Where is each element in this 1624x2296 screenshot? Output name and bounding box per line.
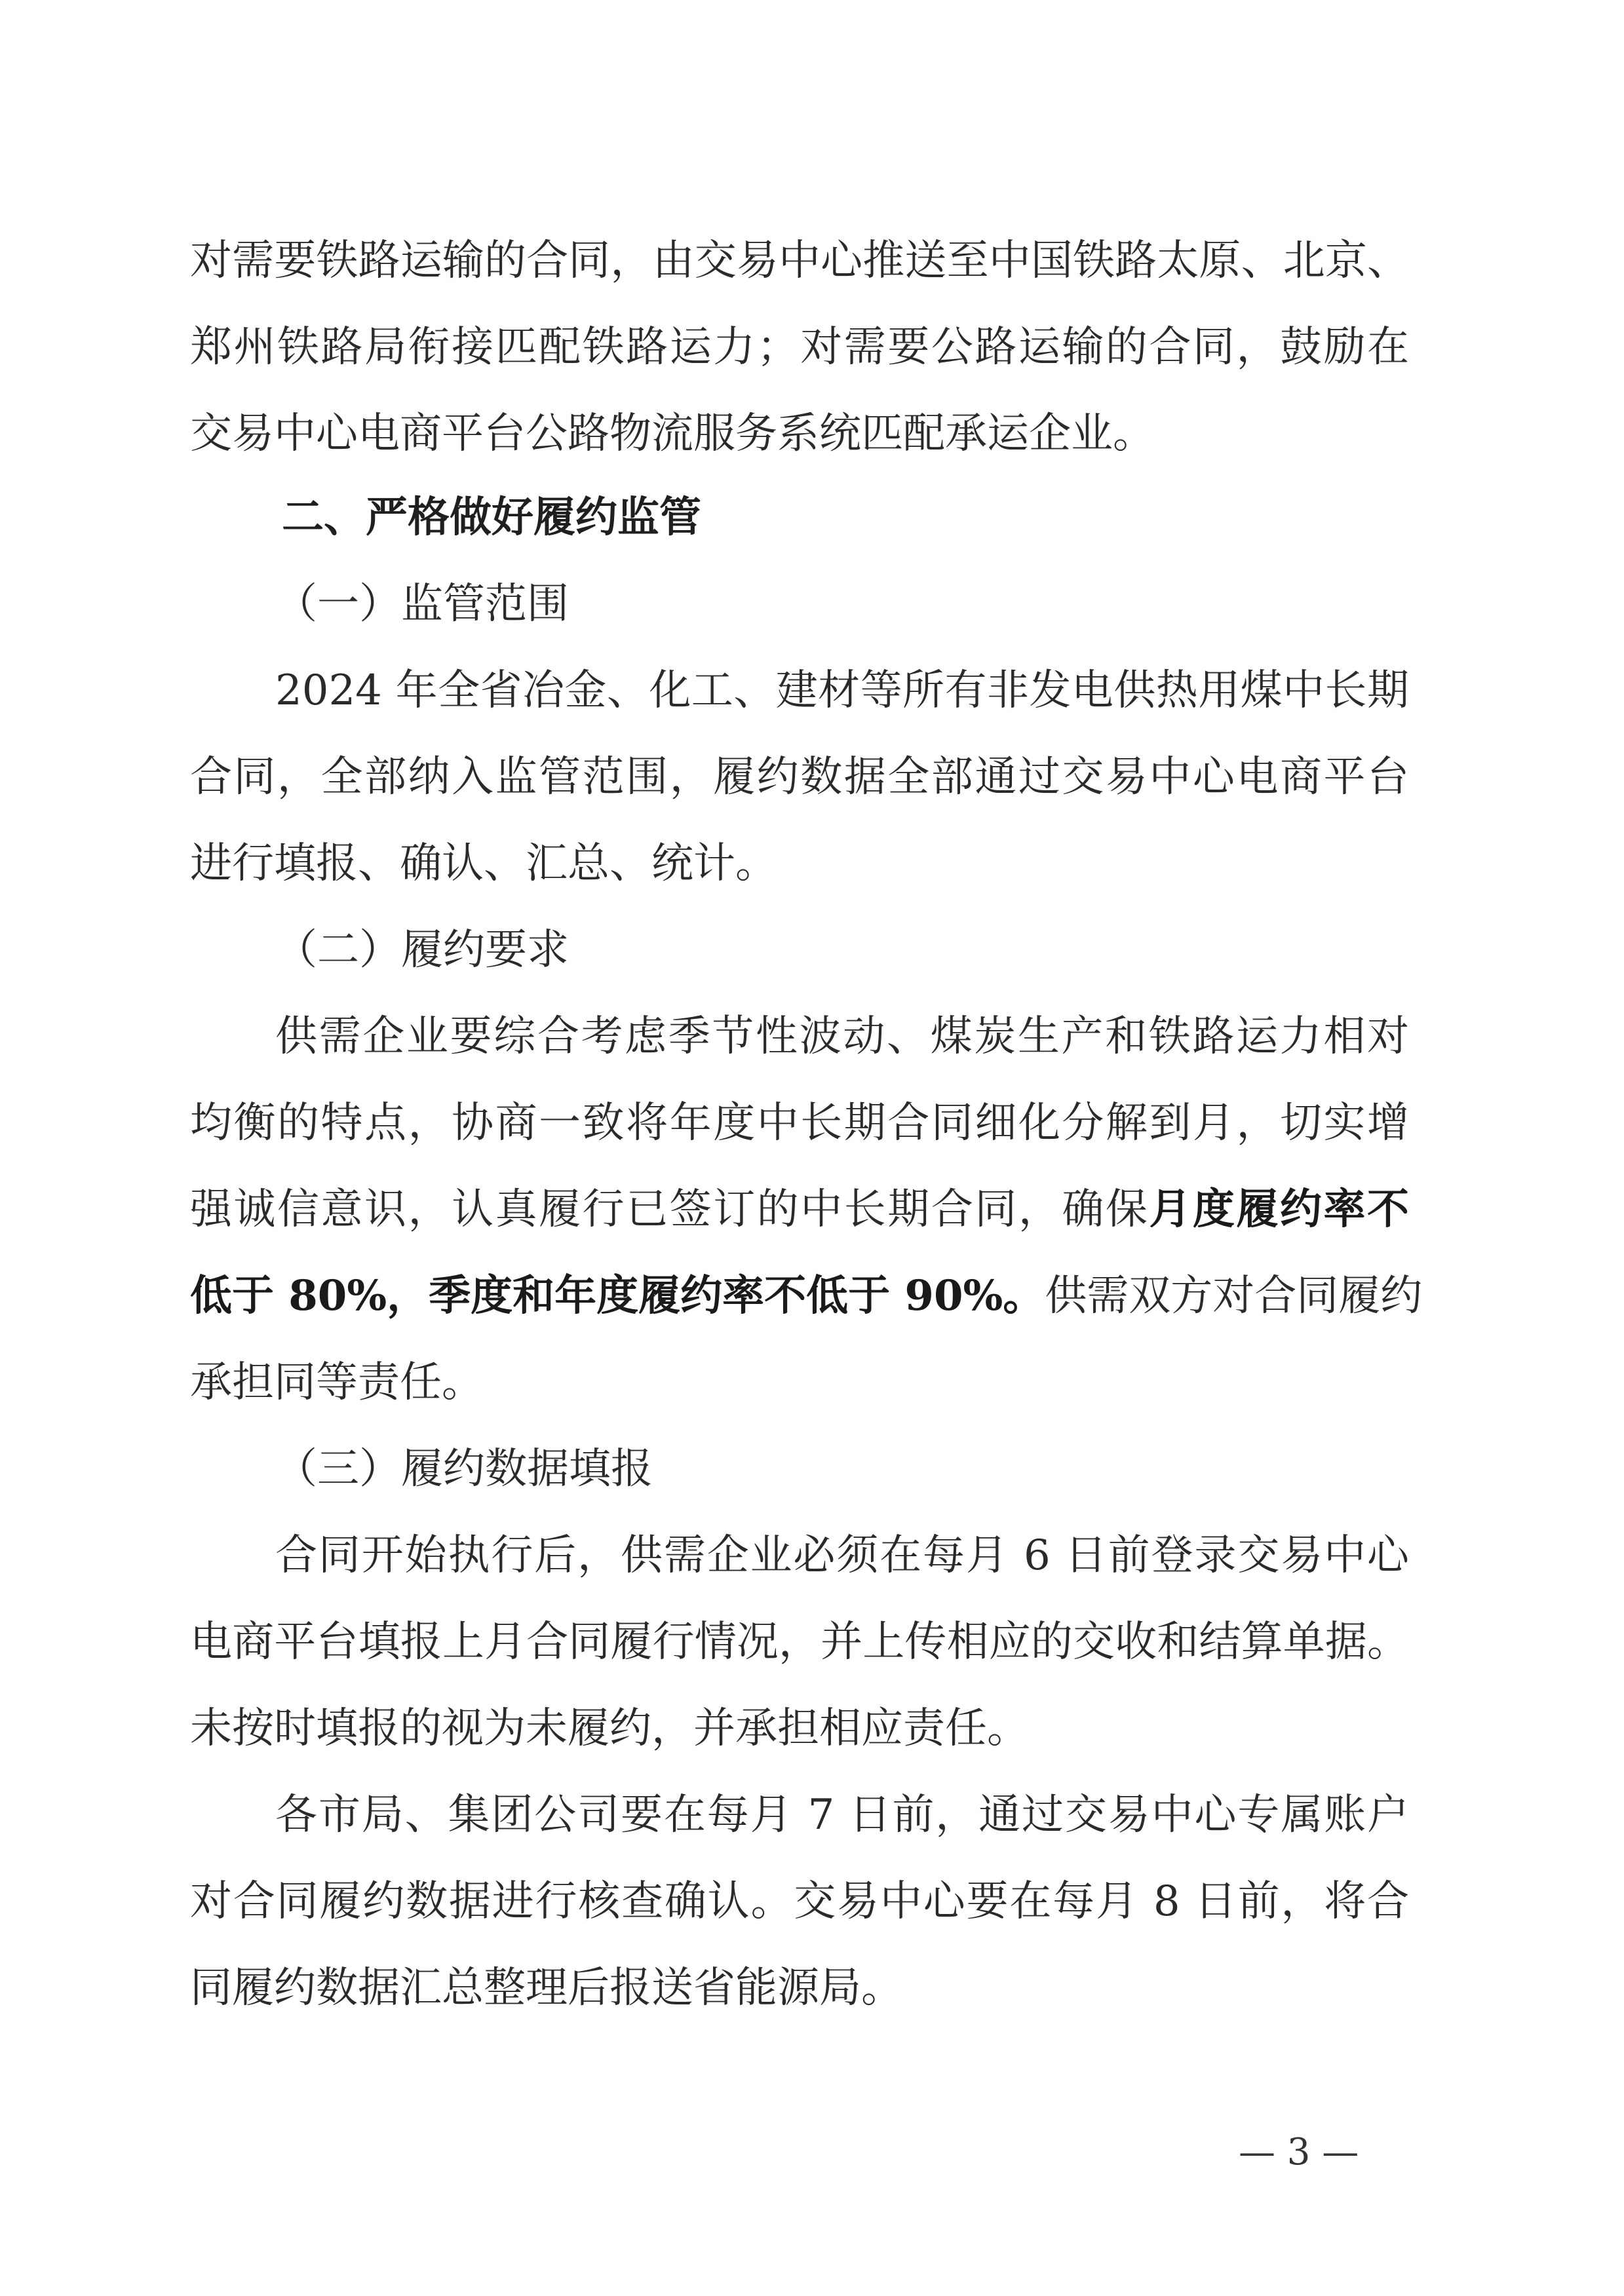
page-number: — 3 — <box>1239 2131 1359 2173</box>
paragraph-line: 各市局、集团公司要在每月 7 日前，通过交易中心专属账户 <box>275 1791 1409 1839</box>
paragraph-line: 合同，全部纳入监管范围，履约数据全部通过交易中心电商平台 <box>190 753 1409 801</box>
paragraph-line: 合同开始执行后，供需企业必须在每月 6 日前登录交易中心 <box>275 1531 1409 1580</box>
paragraph-line: 同履约数据汇总整理后报送省能源局。 <box>190 1964 903 2012</box>
text-bold: 低于 80%，季度和年度履约率不低于 90%。 <box>190 1271 1045 1320</box>
paragraph-line: 供需企业要综合考虑季节性波动、煤炭生产和铁路运力相对 <box>275 1012 1409 1061</box>
paragraph-line: 均衡的特点，协商一致将年度中长期合同细化分解到月，切实增 <box>190 1099 1409 1147</box>
text-bold: 月度履约率不 <box>1149 1185 1409 1234</box>
paragraph-line: 对需要铁路运输的合同，由交易中心推送至中国铁路太原、北京、 <box>190 237 1409 285</box>
section-heading: 二、严格做好履约监管 <box>282 493 701 542</box>
text-normal: 强诚信意识，认真履行已签订的中长期合同，确保 <box>190 1185 1150 1234</box>
paragraph-line <box>190 1183 1409 1236</box>
paragraph-line: 郑州铁路局衔接匹配铁路运力；对需要公路运输的合同，鼓励在 <box>190 323 1409 372</box>
paragraph-line: 未按时填报的视为未履约，并承担相应责任。 <box>190 1704 1029 1753</box>
subsection-heading: （一）监管范围 <box>275 580 569 628</box>
text-normal: 供需双方对合同履约 <box>1045 1272 1423 1320</box>
paragraph-line: 电商平台填报上月合同履行情况，并上传相应的交收和结算单据。 <box>190 1618 1409 1666</box>
paragraph-line: 进行填报、确认、汇总、统计。 <box>190 839 777 888</box>
subsection-heading: （二）履约要求 <box>275 926 569 974</box>
paragraph-line: 2024 年全省冶金、化工、建材等所有非发电供热用煤中长期 <box>275 666 1409 715</box>
subsection-heading: （三）履约数据填报 <box>275 1445 653 1493</box>
paragraph-line: 对合同履约数据进行核查确认。交易中心要在每月 8 日前，将合 <box>190 1877 1409 1926</box>
paragraph-line <box>190 1270 1423 1322</box>
paragraph-line: 交易中心电商平台公路物流服务系统匹配承运企业。 <box>190 410 1155 458</box>
paragraph-line: 承担同等责任。 <box>190 1358 484 1407</box>
